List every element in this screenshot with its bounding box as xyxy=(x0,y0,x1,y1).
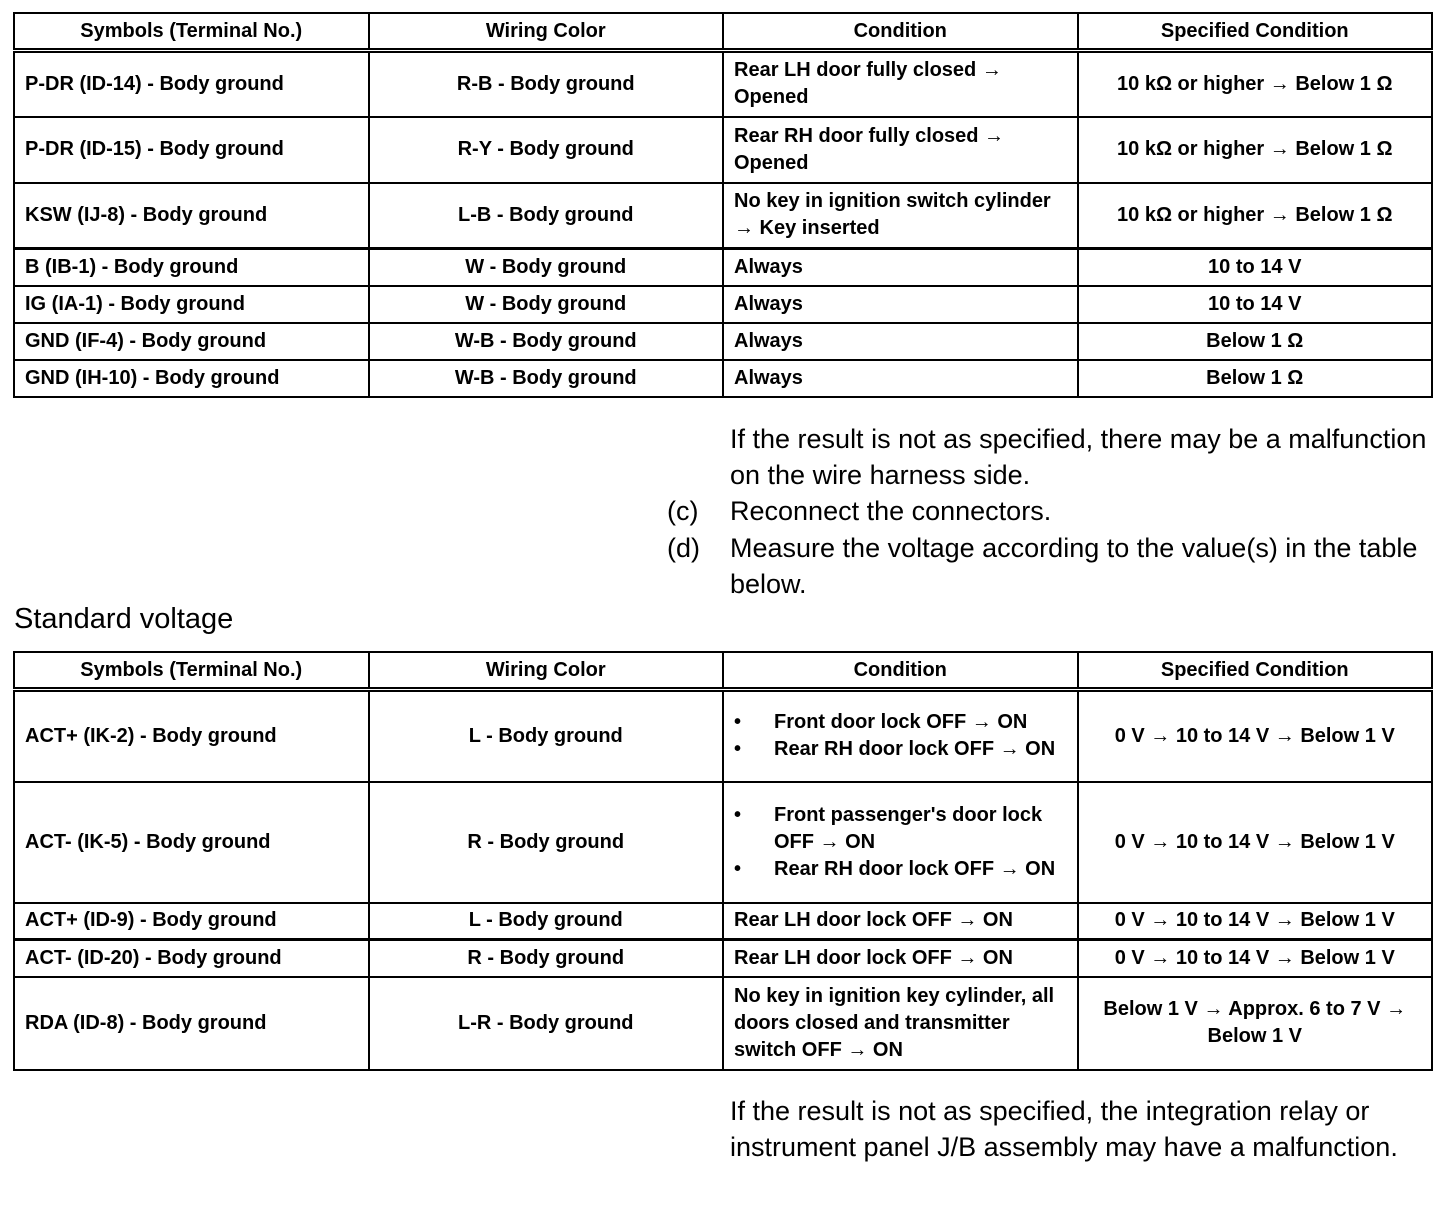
header-specified-condition: Specified Condition xyxy=(1078,13,1433,51)
header-specified-condition: Specified Condition xyxy=(1078,652,1433,690)
header-wiring-color: Wiring Color xyxy=(369,652,724,690)
section-heading: Standard voltage xyxy=(14,603,234,635)
cell-condition xyxy=(723,782,1078,903)
table-row xyxy=(14,249,1432,286)
header-symbols: Symbols (Terminal No.) xyxy=(14,13,369,51)
header-wiring-color: Wiring Color xyxy=(369,13,724,51)
cell-condition: Always xyxy=(723,286,1078,323)
list-item: • Rear RH door lock OFF → ON xyxy=(734,736,1067,763)
header-condition: Condition xyxy=(723,13,1078,51)
cell-symbol: ACT- (IK-5) - Body ground xyxy=(14,782,369,903)
step-c-label: (c) xyxy=(667,496,699,526)
cell-spec: Below 1 Ω xyxy=(1078,323,1433,360)
voltage-spec-table xyxy=(13,651,1433,1071)
step-d-text: Measure the voltage according to the value(s) in the table below. xyxy=(730,533,1418,599)
cell-symbol: ACT- (ID-20) - Body ground xyxy=(14,940,369,977)
bullet-icon: • xyxy=(734,857,742,880)
bullet-icon: • xyxy=(734,803,742,826)
table-row xyxy=(14,940,1432,977)
cell-symbol: GND (IF-4) - Body ground xyxy=(14,323,369,360)
cell-symbol: P-DR (ID-15) - Body ground xyxy=(14,117,369,183)
bullet-icon: • xyxy=(734,711,742,734)
cell-symbol: P-DR (ID-14) - Body ground xyxy=(14,51,369,117)
cell-wiring-color: R-B - Body ground xyxy=(369,51,724,117)
table-row xyxy=(14,286,1432,323)
cell-condition xyxy=(723,690,1078,782)
table-row xyxy=(14,51,1432,117)
cell-spec: Below 1 Ω xyxy=(1078,360,1433,397)
cell-symbol: B (IB-1) - Body ground xyxy=(14,249,369,286)
cell-spec: 0 V → 10 to 14 V → Below 1 V xyxy=(1078,690,1433,782)
cell-wiring-color: W-B - Body ground xyxy=(369,323,724,360)
cell-spec: 0 V → 10 to 14 V → Below 1 V xyxy=(1078,782,1433,903)
cell-symbol: ACT+ (ID-9) - Body ground xyxy=(14,903,369,940)
resistance-spec-table xyxy=(13,12,1433,398)
table-row xyxy=(14,117,1432,183)
cell-wiring-color: L - Body ground xyxy=(369,903,724,940)
cell-wiring-color: W-B - Body ground xyxy=(369,360,724,397)
step-c-text: Reconnect the connectors. xyxy=(730,496,1052,526)
cell-wiring-color: R-Y - Body ground xyxy=(369,117,724,183)
list-item: • Front door lock OFF → ON xyxy=(734,709,1067,736)
table-row xyxy=(14,903,1432,940)
cell-condition: Always xyxy=(723,249,1078,286)
cell-wiring-color: L-R - Body ground xyxy=(369,977,724,1070)
step-d-label: (d) xyxy=(667,533,700,563)
note-relay-malfunction: If the result is not as specified, the integration relay or instrument panel J/B assembly may have a malfunction. xyxy=(730,1096,1398,1162)
cell-spec: 10 to 14 V xyxy=(1078,249,1433,286)
cell-condition: No key in ignition switch cylinder → Key inserted xyxy=(723,183,1078,249)
cell-wiring-color: R - Body ground xyxy=(369,782,724,903)
table-row xyxy=(14,690,1432,782)
cell-symbol: IG (IA-1) - Body ground xyxy=(14,286,369,323)
cell-symbol: GND (IH-10) - Body ground xyxy=(14,360,369,397)
table-header-row xyxy=(14,13,1432,51)
cell-condition: No key in ignition key cylinder, all doors closed and transmitter switch OFF → ON xyxy=(723,977,1078,1070)
bullet-icon: • xyxy=(734,738,742,761)
list-item: • Rear RH door lock OFF → ON xyxy=(734,856,1067,883)
header-condition: Condition xyxy=(723,652,1078,690)
list-item: • Front passenger's door lock OFF → ON xyxy=(734,803,1043,853)
cell-condition: Rear RH door fully closed → Opened xyxy=(723,117,1078,183)
table-header-row xyxy=(14,652,1432,690)
cell-spec: 10 kΩ or higher → Below 1 Ω xyxy=(1078,183,1433,249)
note-wire-harness: If the result is not as specified, there may be a malfunction on the wire harness side. xyxy=(730,424,1427,490)
table-row xyxy=(14,977,1432,1070)
table-row xyxy=(14,782,1432,903)
cell-wiring-color: R - Body ground xyxy=(369,940,724,977)
cell-condition: Always xyxy=(723,323,1078,360)
cell-wiring-color: L-B - Body ground xyxy=(369,183,724,249)
table-row xyxy=(14,183,1432,249)
cell-condition: Always xyxy=(723,360,1078,397)
step-d xyxy=(667,530,1437,602)
cell-spec: 0 V → 10 to 14 V → Below 1 V xyxy=(1078,940,1433,977)
cell-symbol: RDA (ID-8) - Body ground xyxy=(14,977,369,1070)
cell-symbol: ACT+ (IK-2) - Body ground xyxy=(14,690,369,782)
cell-wiring-color: W - Body ground xyxy=(369,286,724,323)
cell-symbol: KSW (IJ-8) - Body ground xyxy=(14,183,369,249)
table-row xyxy=(14,360,1432,397)
cell-spec: Below 1 V → Approx. 6 to 7 V → Below 1 V xyxy=(1078,977,1433,1070)
cell-condition: Rear LH door lock OFF → ON xyxy=(723,903,1078,940)
step-c xyxy=(667,493,1437,529)
cell-wiring-color: L - Body ground xyxy=(369,690,724,782)
cell-spec: 0 V → 10 to 14 V → Below 1 V xyxy=(1078,903,1433,940)
table-row xyxy=(14,323,1432,360)
cell-wiring-color: W - Body ground xyxy=(369,249,724,286)
cell-condition: Rear LH door lock OFF → ON xyxy=(723,940,1078,977)
cell-spec: 10 to 14 V xyxy=(1078,286,1433,323)
cell-spec: 10 kΩ or higher → Below 1 Ω xyxy=(1078,51,1433,117)
header-symbols: Symbols (Terminal No.) xyxy=(14,652,369,690)
cell-spec: 10 kΩ or higher → Below 1 Ω xyxy=(1078,117,1433,183)
cell-condition: Rear LH door fully closed → Opened xyxy=(723,51,1078,117)
